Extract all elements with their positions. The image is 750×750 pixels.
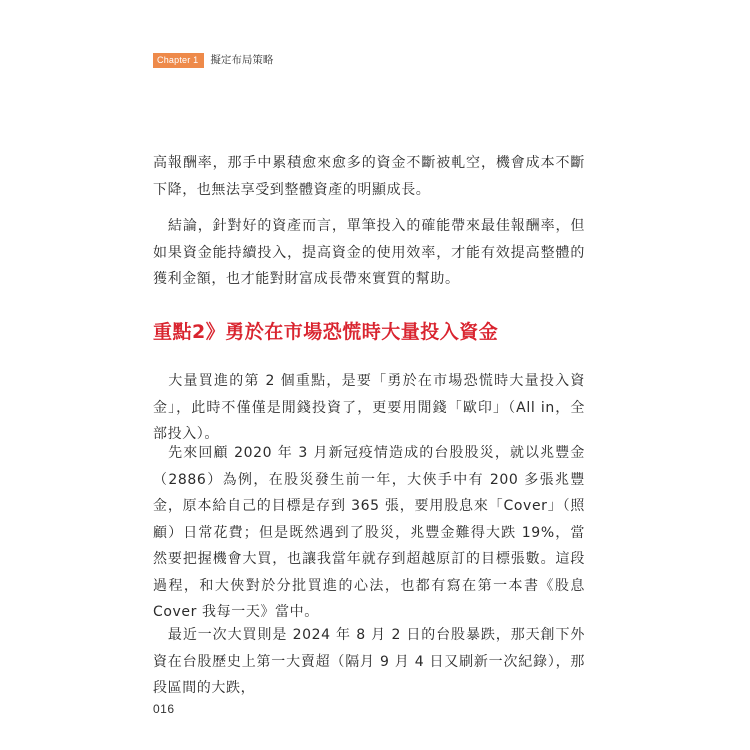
paragraph-3: 大量買進的第 2 個重點，是要「勇於在市場恐慌時大量投入資金」，此時不僅僅是閒錢投資了，更要用閒錢「歐印」（All in，全部投入）。 xyxy=(153,373,585,442)
page-number: 016 xyxy=(153,702,175,716)
paragraph-5: 最近一次大買則是 2024 年 8 月 2 日的台股暴跌，那天創下外資在台股歷史上第一大賣超（隔月 9 月 4 日又刷新一次紀錄），那段區間的大跌， xyxy=(153,627,585,696)
chapter-label: Chapter 1 xyxy=(153,53,204,68)
paragraph-2: 結論，針對好的資產而言，單筆投入的確能帶來最佳報酬率，但如果資金能持續投入，提高資金的使用效率，才能有效提高整體的獲利金額，也才能對財富成長帶來實質的幫助。 xyxy=(153,218,585,287)
section-heading: 重點2》勇於在市場恐慌時大量投入資金 xyxy=(153,321,499,343)
running-header xyxy=(153,53,273,68)
paragraph-1: 高報酬率，那手中累積愈來愈多的資金不斷被軋空，機會成本不斷下降，也無法享受到整體資產的明顯成長。 xyxy=(153,155,585,198)
paragraph-4: 先來回顧 2020 年 3 月新冠疫情造成的台股股災，就以兆豐金（2886）為例，在股災發生前一年，大俠手中有 200 多張兆豐金，原本給自己的目標是存到 365 張，要用股息來「Cover」（照顧）日常花費；但是既然遇到了股災，兆豐金難得大跌 19%，當然要把握機會大買，也讓我當年就存到超越原訂的目標張數。這段過程，和大俠對於分批買進的心法，也都有寫在第一本書《股息 Cover 我每一天》當中。 xyxy=(153,445,585,620)
chapter-title: 擬定布局策略 xyxy=(210,54,274,66)
